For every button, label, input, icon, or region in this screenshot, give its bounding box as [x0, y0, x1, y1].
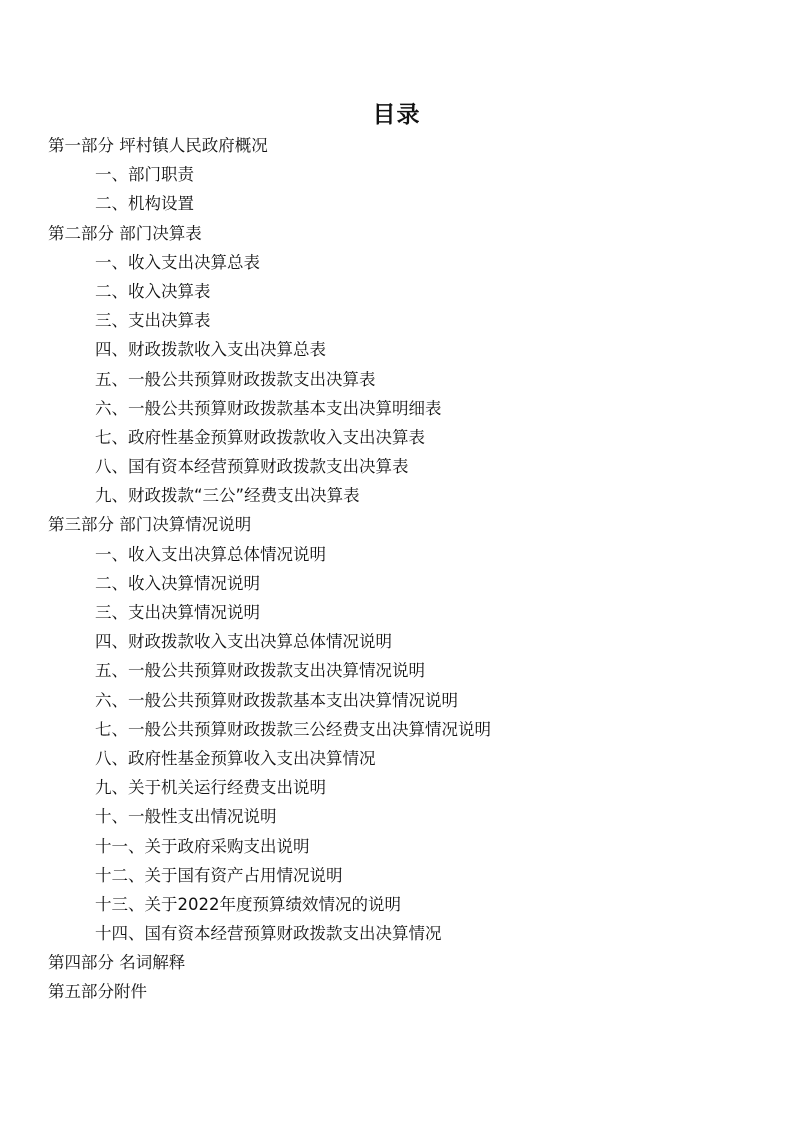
toc-part-heading: 第一部分 坪村镇人民政府概况	[48, 136, 268, 155]
toc-item: 二、收入决算情况说明	[95, 573, 260, 593]
toc-item: 八、政府性基金预算收入支出决算情况	[95, 748, 376, 768]
toc-item: 三、支出决算表	[95, 311, 211, 331]
toc-part-heading: 第四部分 名词解释	[48, 953, 186, 973]
toc-item: 十三、关于2022年度预算绩效情况的说明	[95, 894, 401, 914]
toc-item: 一、收入支出决算总表	[95, 252, 260, 272]
page-title: 目录	[372, 102, 421, 128]
toc-part-heading: 第二部分 部门决算表	[48, 223, 202, 243]
toc-item: 十二、关于国有资产占用情况说明	[95, 865, 343, 885]
toc-item: 一、部门职责	[95, 165, 194, 185]
toc-item: 一、收入支出决算总体情况说明	[95, 544, 326, 564]
toc-item: 八、国有资本经营预算财政拨款支出决算表	[95, 457, 409, 477]
toc-item: 十一、关于政府采购支出说明	[95, 836, 310, 856]
toc-item: 二、机构设置	[95, 194, 194, 214]
toc-part-heading: 第三部分 部门决算情况说明	[48, 515, 252, 535]
toc-item: 四、财政拨款收入支出决算总表	[95, 340, 326, 360]
toc-item: 九、财政拨款“三公”经费支出决算表	[95, 486, 360, 506]
toc-item: 十、一般性支出情况说明	[95, 807, 277, 827]
toc-item: 七、政府性基金预算财政拨款收入支出决算表	[95, 427, 425, 447]
toc-item: 九、关于机关运行经费支出说明	[95, 778, 326, 798]
toc-item: 五、一般公共预算财政拨款支出决算情况说明	[95, 661, 425, 681]
table-of-contents	[48, 131, 768, 1007]
toc-item: 二、收入决算表	[95, 281, 211, 301]
toc-item: 七、一般公共预算财政拨款三公经费支出决算情况说明	[95, 719, 491, 739]
toc-item: 四、财政拨款收入支出决算总体情况说明	[95, 632, 392, 652]
toc-part-heading: 第五部分附件	[48, 982, 147, 1002]
toc-item: 十四、国有资本经营预算财政拨款支出决算情况	[95, 924, 442, 944]
toc-item: 三、支出决算情况说明	[95, 603, 260, 622]
toc-item: 五、一般公共预算财政拨款支出决算表	[95, 369, 376, 389]
toc-item: 六、一般公共预算财政拨款基本支出决算明细表	[95, 398, 442, 418]
toc-item: 六、一般公共预算财政拨款基本支出决算情况说明	[95, 690, 458, 710]
